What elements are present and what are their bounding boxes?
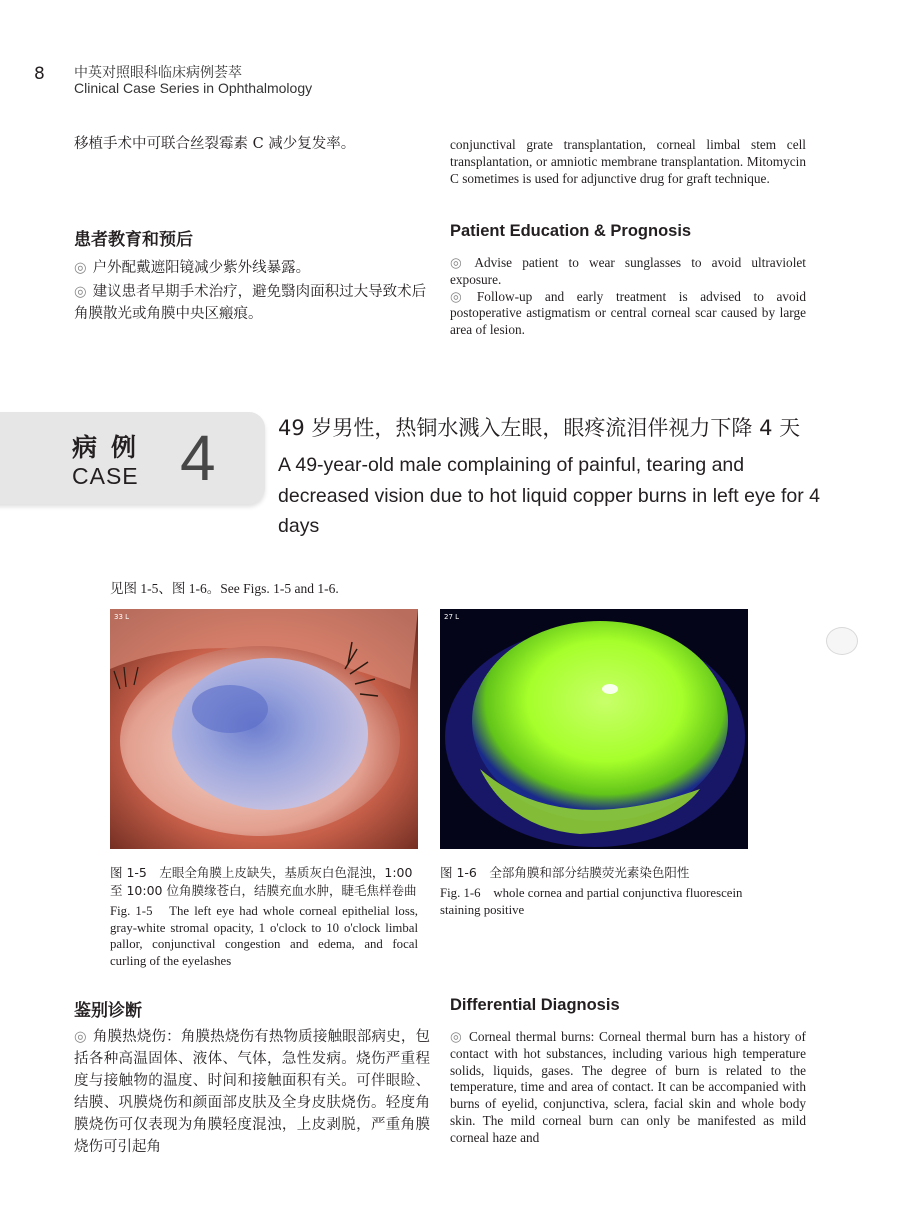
case-label-cn: 病例 xyxy=(72,433,151,462)
figure-1-5-photo xyxy=(110,609,418,849)
differential-heading-cn: 鉴别诊断 xyxy=(74,1001,142,1021)
differential-para-cn: ◎ 角膜热烧伤：角膜热烧伤有热物质接触眼部病史，包括各种高温固体、液体、气体，急性发病。烧伤严重程度与接触物的温度、时间和接触面积有关。可伴眼睑、结膜、巩膜烧伤和颜面部皮肤及全身皮肤烧伤。轻度角膜烧伤可仅表现为角膜轻度混浊，上皮剥脱，严重角膜烧伤可引起角 xyxy=(74,1026,430,1158)
figure-1-6-caption-en: Fig. 1-6 whole cornea and partial conjunctiva fluorescein staining positive xyxy=(440,886,743,917)
page-number: 8 xyxy=(34,64,45,84)
figure-reference: 见图 1-5、图 1-6。See Figs. 1-5 and 1-6. xyxy=(110,581,339,596)
case-title-cn: 49 岁男性，热铜水溅入左眼，眼疼流泪伴视力下降 4 天 xyxy=(278,416,801,440)
treatment-continuation-en: conjunctival grate transplantation, corneal limbal stem cell transplantation, or amniotic membrane transplantation. Mitomycin C sometimes is used for adjunctive drug for graft technique. xyxy=(450,137,806,186)
figure-1-5-caption-cn: 图 1-5 左眼全角膜上皮缺失，基质灰白色混浊，1:00 至 10:00 位角膜缘苍白，结膜充血水肿，睫毛焦样卷曲 xyxy=(110,865,417,898)
figure-1-6-tag: 27 L xyxy=(444,613,460,621)
case-number: 4 xyxy=(180,422,216,494)
case-label-en: CASE xyxy=(72,463,139,489)
figure-1-5-caption-en: Fig. 1-5 The left eye had whole corneal epithelial loss, gray-white stromal opacity, 1 o'clock to 10 o'clock limbal pallor, conjunctival congestion and edema, and focal curling of the eyelashes xyxy=(110,904,418,968)
case-title-en: A 49-year-old male complaining of painful, tearing and decreased vision due to hot liquid copper burns in left eye for 4 days xyxy=(278,454,821,537)
figure-1-6-caption-cn: 图 1-6 全部角膜和部分结膜荧光素染色阳性 xyxy=(440,865,690,880)
education-item-en: ◎ Advise patient to wear sunglasses to avoid ultraviolet exposure. xyxy=(450,255,806,289)
figure-1-5-tag: 33 L xyxy=(114,613,130,621)
treatment-continuation-cn: 移植手术中可联合丝裂霉素 C 减少复发率。 xyxy=(74,136,356,152)
education-heading-cn: 患者教育和预后 xyxy=(74,230,193,250)
book-title-en: Clinical Case Series in Ophthalmology xyxy=(74,80,313,96)
education-list-en xyxy=(450,255,806,339)
page-edge-mark xyxy=(826,627,858,655)
figure-1-6-photo xyxy=(440,609,748,849)
education-list-cn xyxy=(74,257,430,325)
differential-para-en: ◎ Corneal thermal burns: Corneal thermal burn has a history of contact with hot substances, including various high temperature solids, liquids, gases. The degree of burn is related to the temperature, time and area of contact. It can be accompanied with burns of eyelid, conjunctiva, sclera, facial skin and whole body skin. The mild corneal burn can only be manifested as mild corneal haze and xyxy=(450,1029,806,1147)
education-item-cn: ◎ 户外配戴遮阳镜减少紫外线暴露。 xyxy=(74,257,430,279)
education-item-cn: ◎ 建议患者早期手术治疗，避免翳肉面积过大导致术后角膜散光或角膜中央区瘢痕。 xyxy=(74,281,430,325)
education-item-en: ◎ Follow-up and early treatment is advised to avoid postoperative astigmatism or central corneal scar caused by large area of lesion. xyxy=(450,289,806,339)
education-heading-en: Patient Education & Prognosis xyxy=(450,222,692,240)
differential-heading-en: Differential Diagnosis xyxy=(450,996,620,1014)
book-title-cn: 中英对照眼科临床病例荟萃 xyxy=(74,65,242,81)
